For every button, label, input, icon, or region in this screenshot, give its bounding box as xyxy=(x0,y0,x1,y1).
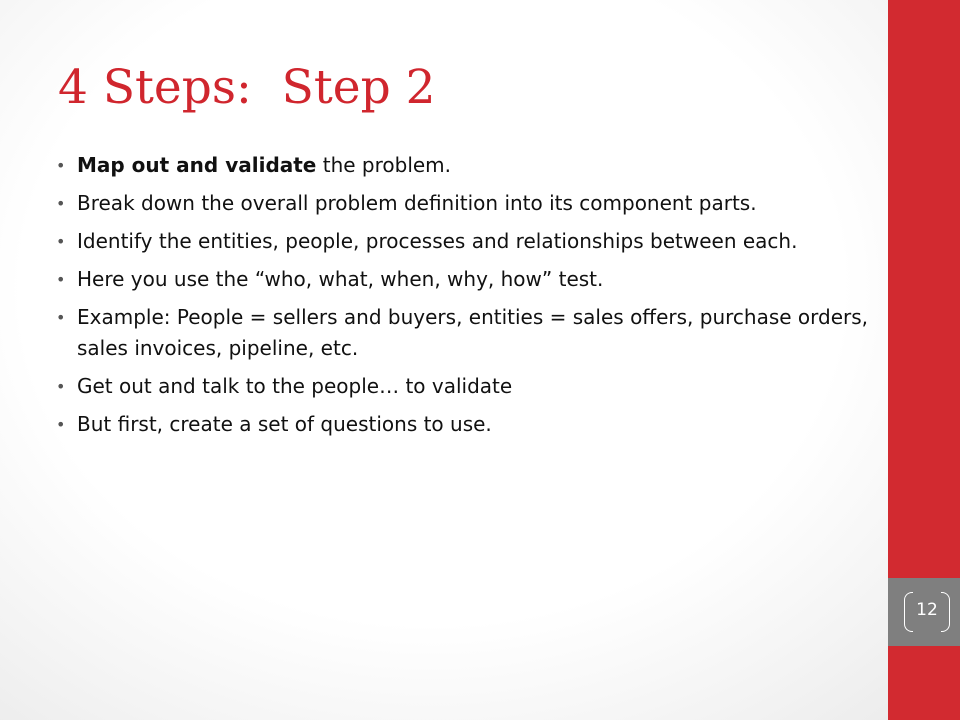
bullet-text: Break down the overall problem definition into its component parts. xyxy=(77,191,757,215)
bullet-item xyxy=(56,264,916,295)
bullet-item xyxy=(56,302,916,364)
right-bracket-icon xyxy=(941,592,950,632)
page-number: 12 xyxy=(916,600,938,620)
bullet-text: But first, create a set of questions to use. xyxy=(77,412,492,436)
bullet-dot-icon: • xyxy=(56,156,66,175)
bullet-dot-icon: • xyxy=(56,377,66,396)
bullet-text: Example: People = sellers and buyers, entities = sales offers, purchase orders, sales invoices, pipeline, etc. xyxy=(77,305,869,360)
bullet-text: Get out and talk to the people… to validate xyxy=(77,374,513,398)
bullet-item xyxy=(56,226,916,257)
bullet-item xyxy=(56,150,916,181)
bullet-text: Identify the entities, people, processes and relationships between each. xyxy=(77,229,798,253)
page-number-box xyxy=(900,590,954,634)
bullet-dot-icon: • xyxy=(56,232,66,251)
bullet-item xyxy=(56,188,916,219)
bullet-item xyxy=(56,409,916,440)
bullet-text: Here you use the “who, what, when, why, how” test. xyxy=(77,267,604,291)
bullet-text: the problem. xyxy=(316,153,452,177)
bullet-dot-icon: • xyxy=(56,308,66,327)
slide-title: 4 Steps: Step 2 xyxy=(58,60,436,115)
bullet-dot-icon: • xyxy=(56,415,66,434)
bullet-item xyxy=(56,371,916,402)
bullet-bold-text: Map out and validate xyxy=(77,153,317,177)
bullet-list xyxy=(56,150,916,447)
bullet-dot-icon: • xyxy=(56,194,66,213)
bullet-dot-icon: • xyxy=(56,270,66,289)
